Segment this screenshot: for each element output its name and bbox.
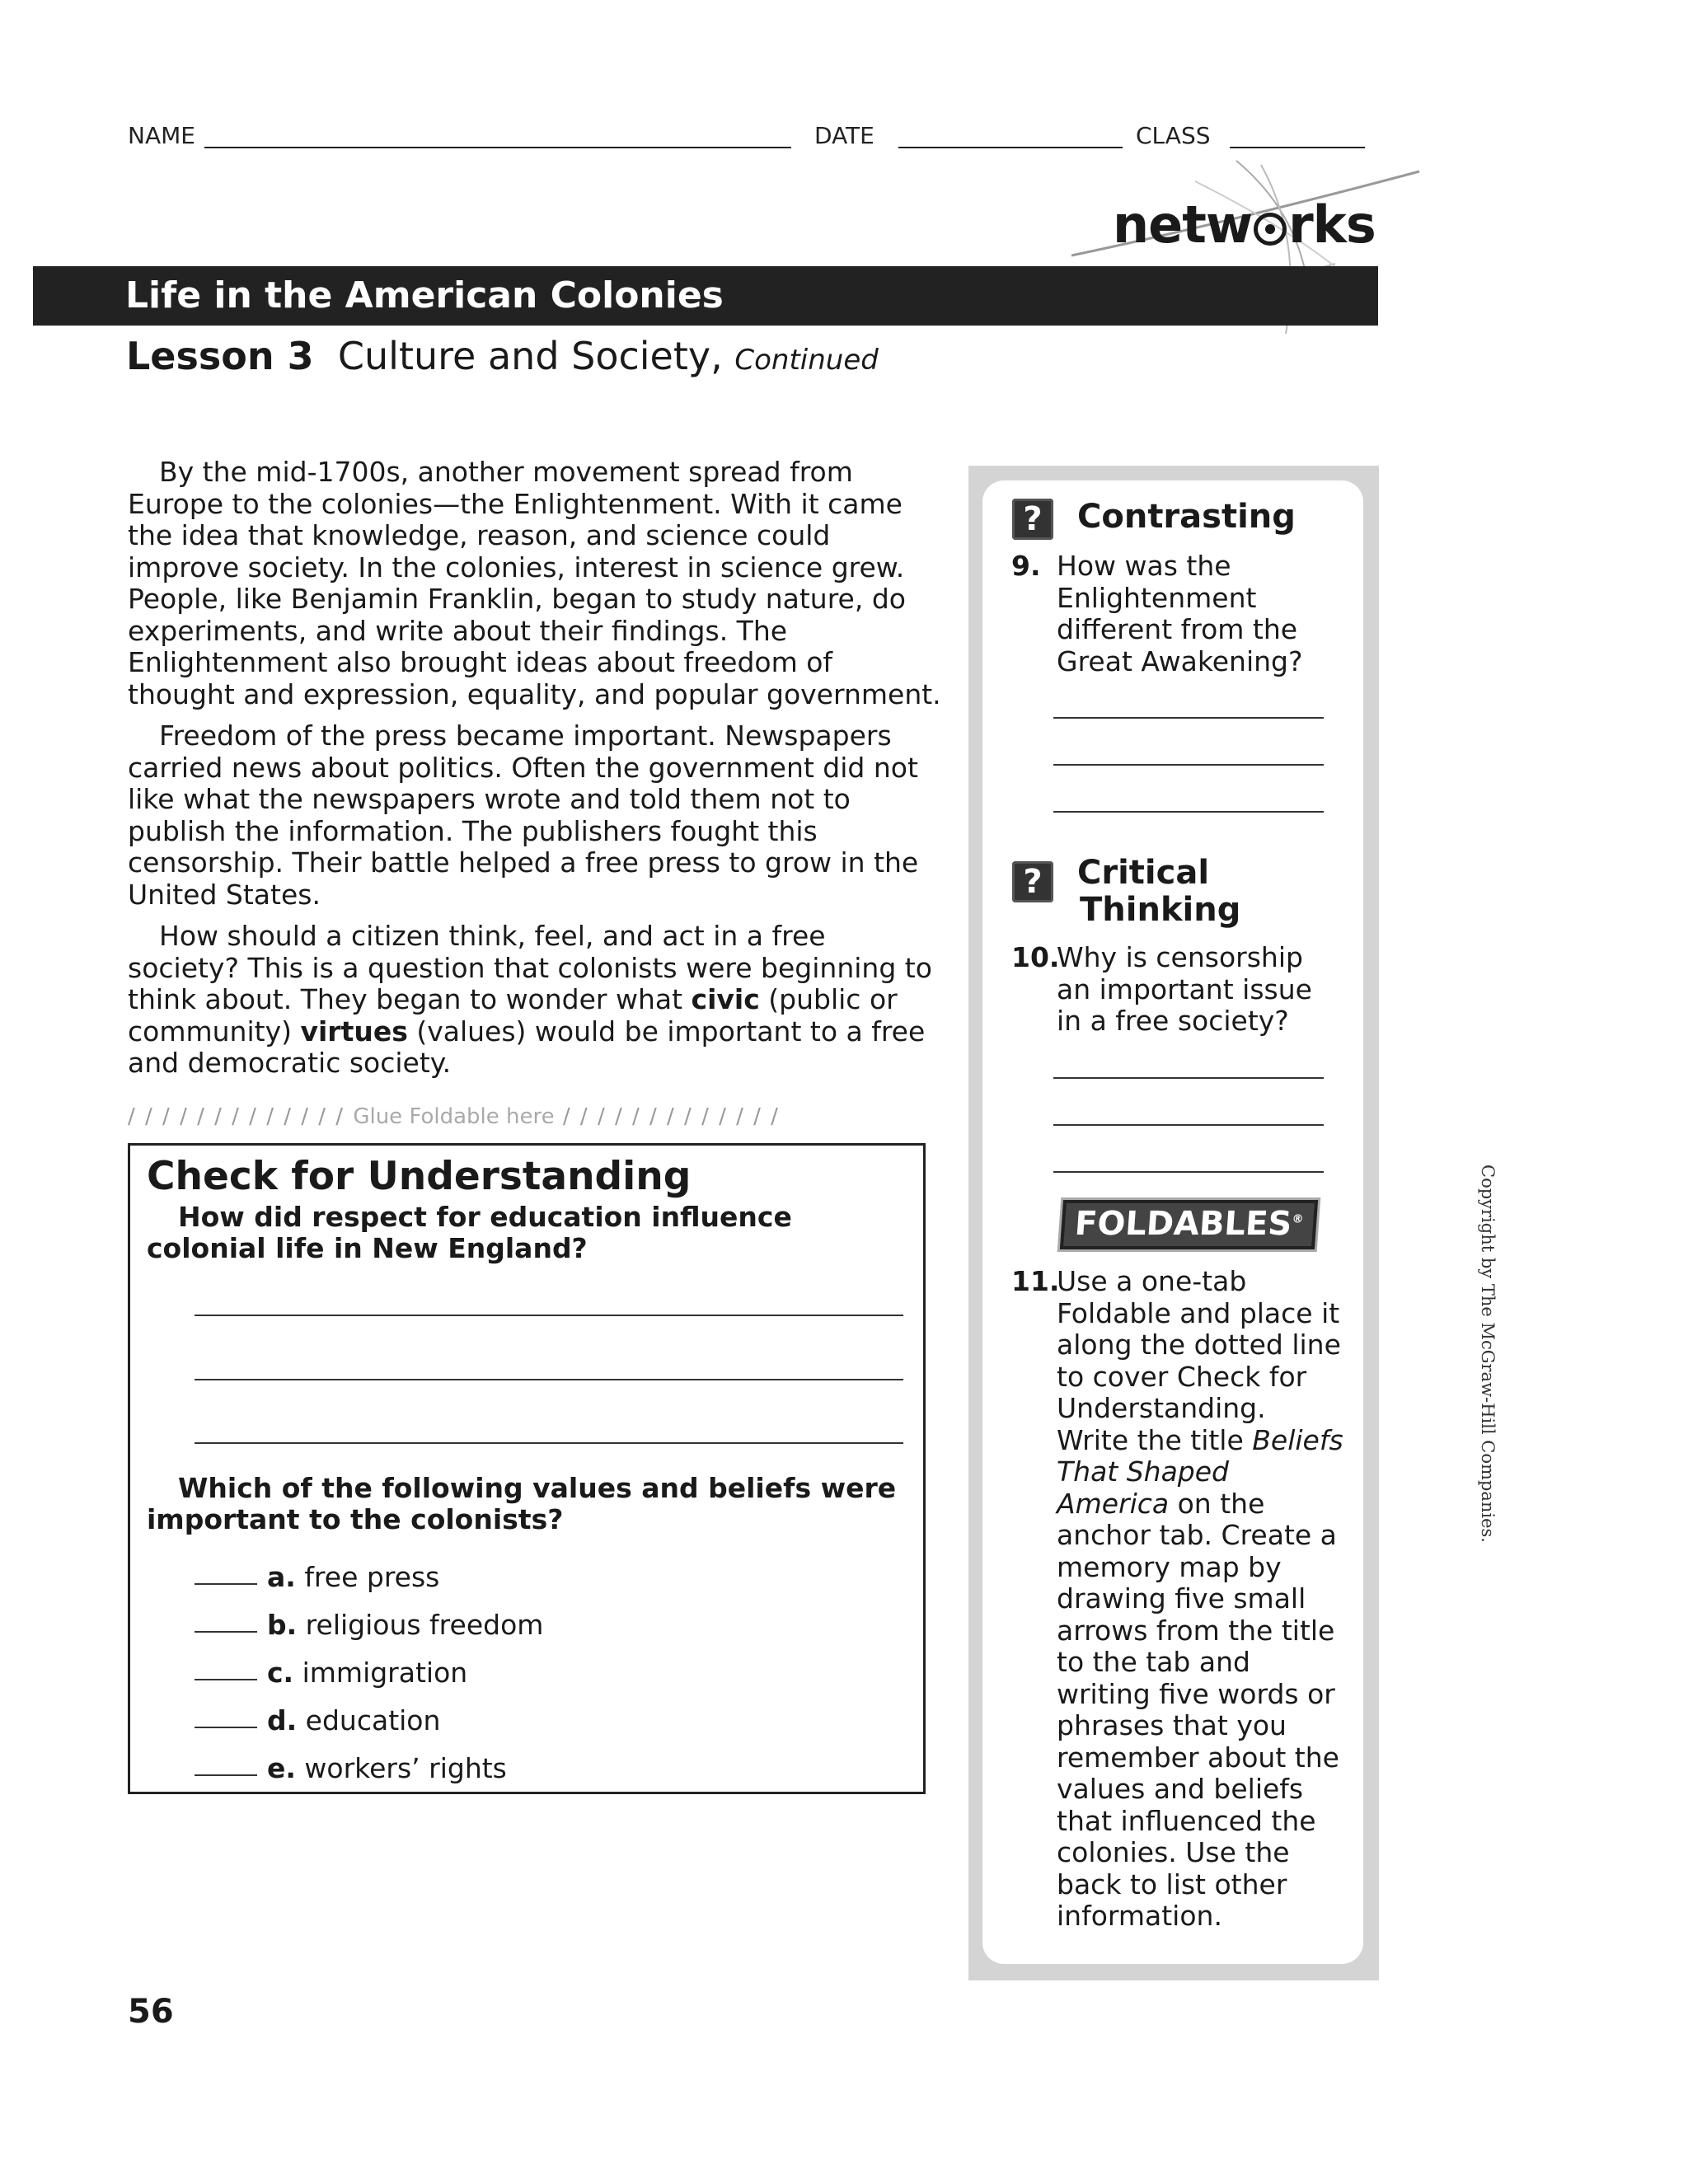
item-11-text-b: on the anchor tab. Create a memory map by drawing five small arrows from the title to the tab and writing five words or phrases that you remember about the values and beliefs that influenced the colonies. Use the back to list other information. xyxy=(1057,1487,1339,1932)
option-text: free press xyxy=(304,1561,440,1593)
question-10-text: Why is censorship an important issue in a free society? xyxy=(1057,941,1312,1037)
check-title: Check for Understanding xyxy=(147,1154,692,1199)
question-mark-icon: ? xyxy=(1012,499,1053,540)
logo-text-start: netw xyxy=(1113,194,1253,255)
item-11-text-a: Use a one-tab Foldable and place it along the dotted line to cover Check for Understanding. Write the title xyxy=(1057,1265,1341,1456)
date-field[interactable] xyxy=(898,147,1123,148)
chapter-title: Life in the American Colonies xyxy=(125,274,724,316)
glue-foldable-label: Glue Foldable here xyxy=(353,1104,555,1129)
name-label: NAME xyxy=(128,122,195,149)
q9-answer-line-3[interactable] xyxy=(1053,811,1324,813)
option-a[interactable] xyxy=(195,1561,439,1593)
question-9-text: How was the Enlightenment different from the Great Awakening? xyxy=(1057,550,1303,677)
p3-text-c: (values) would be important to a free and democratic society. xyxy=(128,1015,926,1079)
answer-line-1[interactable] xyxy=(195,1315,903,1316)
term-civic: civic xyxy=(691,983,760,1015)
question-9 xyxy=(1011,551,1341,677)
option-blank[interactable] xyxy=(195,1774,257,1776)
option-text: immigration xyxy=(302,1657,468,1689)
paragraph-1: By the mid-1700s, another movement spread from Europe to the colonies—the Enlightenment. With it came the idea that knowledge, reason, and science could improve society. In the colonies, interest in science grew. People, like Benjamin Franklin, began to study nature, do experiments, and write about their findings. The Enlightenment also brought ideas about freedom of thought and expression, equality, and popular government. xyxy=(128,456,941,710)
question-9-number: 9. xyxy=(1011,550,1041,582)
option-letter: e. xyxy=(267,1752,296,1784)
class-field[interactable] xyxy=(1230,147,1365,148)
q9-answer-line-2[interactable] xyxy=(1053,764,1324,766)
date-label: DATE xyxy=(814,122,874,149)
term-virtues: virtues xyxy=(300,1015,408,1047)
critical-heading-line-2: Thinking xyxy=(1080,891,1241,929)
answer-line-2[interactable] xyxy=(195,1379,903,1380)
option-d[interactable] xyxy=(195,1704,440,1736)
option-b[interactable] xyxy=(195,1609,543,1641)
item-11-number: 11. xyxy=(1011,1265,1060,1297)
answer-line-3[interactable] xyxy=(195,1442,903,1444)
question-10-number: 10. xyxy=(1011,941,1060,973)
option-blank[interactable] xyxy=(195,1727,257,1728)
option-letter: b. xyxy=(267,1609,298,1641)
foldables-label: FOLDABLES xyxy=(1073,1205,1293,1243)
foldables-logo xyxy=(1060,1200,1318,1249)
main-reading-text xyxy=(128,457,944,1090)
q10-answer-line-3[interactable] xyxy=(1053,1171,1324,1173)
option-blank[interactable] xyxy=(195,1583,257,1585)
paragraph-3 xyxy=(128,921,944,1080)
question-10 xyxy=(1011,942,1341,1038)
question-mark-icon: ? xyxy=(1012,861,1053,902)
q9-answer-line-1[interactable] xyxy=(1053,717,1324,719)
contrasting-heading: Contrasting xyxy=(1077,498,1296,536)
critical-thinking-heading xyxy=(1077,855,1240,929)
option-letter: c. xyxy=(267,1657,294,1689)
option-c[interactable] xyxy=(195,1657,467,1689)
copyright-notice: Copyright by The McGraw-Hill Companies. xyxy=(1478,1165,1498,1543)
page-number: 56 xyxy=(128,1993,174,2031)
logo-text-end: rks xyxy=(1288,194,1376,255)
name-field[interactable] xyxy=(204,147,791,148)
item-11-text xyxy=(1057,1266,1345,1933)
lesson-continued: Continued xyxy=(734,344,879,377)
paragraph-2: Freedom of the press became important. Newspapers carried news about politics. Often the government did not like what the newspapers wrote and told them not to publish the information. The publishers fought this censorship. Their battle helped a free press to grow in the United States. xyxy=(128,719,919,911)
option-letter: d. xyxy=(267,1704,298,1736)
chapter-title-bar xyxy=(33,266,1378,326)
item-11 xyxy=(1011,1266,1349,1933)
option-text: education xyxy=(305,1704,441,1736)
option-text: religious freedom xyxy=(305,1609,544,1641)
foldable-title: Beliefs That Shaped America xyxy=(1057,1423,1343,1520)
option-text: workers’ rights xyxy=(304,1752,507,1784)
option-e[interactable] xyxy=(195,1752,507,1784)
networks-logo xyxy=(1113,194,1376,255)
check-question-2: Which of the following values and beliefs were important to the colonists? xyxy=(147,1472,897,1535)
lesson-label: Lesson 3 xyxy=(126,334,314,378)
registered-mark: ® xyxy=(1291,1212,1305,1226)
critical-heading-line-1: Critical xyxy=(1077,854,1210,892)
lesson-heading xyxy=(126,334,879,378)
option-blank[interactable] xyxy=(195,1679,257,1680)
class-label: CLASS xyxy=(1136,122,1211,149)
option-letter: a. xyxy=(267,1561,296,1593)
glue-foldable-line: / / / / / / / / / / / / / Glue Foldable here / / / / / / / / / / / / / xyxy=(128,1104,780,1129)
check-question-1: How did respect for education influence colonial life in New England? xyxy=(147,1201,792,1264)
option-blank[interactable] xyxy=(195,1631,257,1633)
lesson-title: Culture and Society, xyxy=(337,334,723,378)
logo-o-icon xyxy=(1254,213,1287,246)
p3-text-b: (public or community) xyxy=(128,983,898,1047)
q10-answer-line-2[interactable] xyxy=(1053,1124,1324,1126)
p3-text-a: How should a citizen think, feel, and act in a free society? This is a question that colonists were beginning to think about. They began to wonder what xyxy=(128,920,932,1015)
check-for-understanding-box xyxy=(128,1143,926,1794)
q10-answer-line-1[interactable] xyxy=(1053,1077,1324,1079)
